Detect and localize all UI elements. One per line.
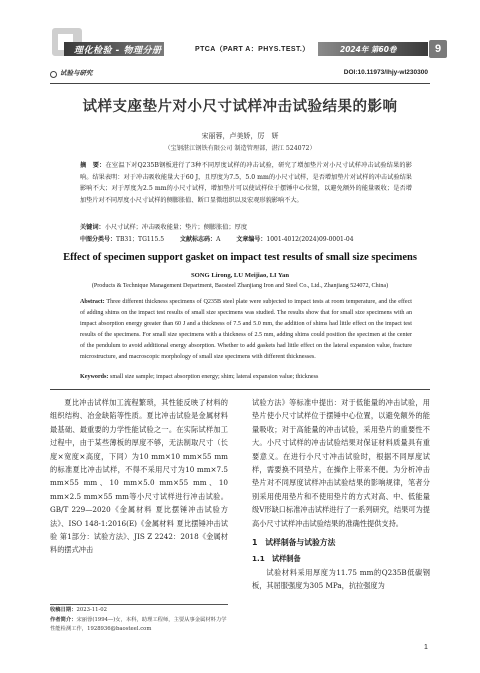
body-paragraph: 夏比冲击试样加工流程繁琐，其性能反映了材料的组织结构、冶金缺陷等性质。夏比冲击试验是金属材料最基础、最重要的力学性能试验之一。在实际试样加工过程中，由于某些薄板的厚度不够，无法制取尺寸（长度×宽度×高度，下同）为10 mm×10 mm×55 mm的标准夏比冲击试样，不得不采用尺寸为10 mm×7.5 mm×55 mm、10 mm×5.0 mm×55 mm、10 mm×2.5 mm×55 mm等小尺寸试样进行冲击试验。GB/T 229—2020《金属材料 夏比摆锤冲击试验方法》、ISO 148-1:2016(E)《金属材料 夏比摆锤冲击试验 第1部分：试验方法》、JIS Z 2242：2018《金属材料的摆式冲击 [50, 398, 228, 555]
body-paragraph: 试验方法》等标准中提出：对于低能量的冲击试验，用垫片使小尺寸试样位于摆锤中心位置，以避免额外的能量吸收；对于高能量的冲击试验，采用垫片的重要性不大。小尺寸试样的冲击试验结果对保证材料质量具有重要意义。在进行小尺寸冲击试验时，根据不同厚度试样，需要换不同垫片，在操作上带来不便。为分析冲击垫片对不同厚度试样冲击试验结果的影响规律，笔者分别采用使用垫片和不使用垫片的方式对高、中、低能量级V形缺口标准冲击试样进行了一系列研究，结果可为提高小尺寸试样冲击试验结果的准确性提供支持。 [252, 398, 430, 528]
section-bullet-icon [50, 71, 57, 78]
section-band-label: 理化检验 - 物理分册 [74, 46, 162, 56]
article-no-label: 文章编号： [236, 236, 267, 243]
doc-code-value: A [216, 236, 221, 243]
received-date [50, 606, 228, 616]
year-volume: 2024年 第60卷 [340, 45, 397, 54]
section-band [64, 42, 164, 56]
section-heading: 1 试样制备与试验方法 [252, 538, 336, 548]
footnote-divider [50, 604, 228, 605]
abstract-en-label: Abstract: [80, 299, 105, 305]
received-label: 收稿日期： [50, 607, 77, 613]
author-bio [50, 616, 228, 635]
doc-code-label: 文献标志码： [180, 236, 217, 243]
keywords-cn-label: 关键词： [80, 224, 105, 231]
title-en: Effect of specimen support gasket on impact test results of small size specimens [63, 252, 417, 263]
abstract-cn-text: 在室温下对Q235B钢板进行了3种不同厚度试样的冲击试验，研究了增加垫片对小尺寸试样冲击试验结果的影响。结果表明：对于冲击吸收能量大于60 J，且厚度为7.5，5.0 mm的小尺寸试样，是否增加垫片对试样的冲击试验结果影响不大；对于厚度为2.5 mm的小尺寸试样，增加垫片可以使试样位于摆锤中心位置，以避免额外的能量吸收；是否增加垫片对不同厚度小尺寸试样的侧膨胀值、断口显微组织以及宏观形貌影响不大。 [80, 162, 412, 204]
article-no-value: 1001-4012(2024)09-0001-04 [266, 236, 354, 243]
keywords-cn-text: 小尺寸试样；冲击吸收能量；垫片；侧膨胀值；厚度 [104, 224, 248, 231]
abstract-cn [80, 160, 412, 206]
issue-number: 9 [429, 40, 447, 58]
keywords-en-label: Keywords: [80, 374, 109, 380]
abstract-cn-label: 摘 要： [80, 162, 106, 169]
page-header [0, 0, 480, 62]
classification-line [80, 234, 354, 243]
abstract-divider [50, 389, 430, 390]
keywords-en [80, 374, 412, 380]
abstract-en [80, 297, 412, 363]
affiliation-cn: （宝钢湛江钢铁有限公司 制造管理部，湛江 524072） [164, 145, 316, 152]
body-paragraph: 试验材料采用厚度为11.75 mm的Q235B低碳钢板，其屈服强度为305 MPa，抗拉强度为 [252, 567, 430, 591]
issue-band [318, 42, 428, 56]
journal-name: PTCA（PART A：PHYS.TEST.） [195, 46, 310, 53]
page-number: 1 [424, 644, 428, 651]
author-bio-label: 作者简介： [50, 616, 77, 623]
clc-value: TB31；TG115.5 [116, 236, 165, 243]
clc-label: 中图分类号： [80, 236, 117, 243]
subsection-heading: 1.1 试样制备 [252, 554, 301, 564]
received-value: 2023-11-02 [76, 607, 108, 613]
authors-en: SONG Lirong, LU Meijiao, LI Yan [190, 272, 289, 279]
keywords-en-text: small size sample; impact absorption energy; shim; lateral expansion value; thickness [109, 374, 319, 380]
abstract-en-text: Three different thickness specimens of Q235B steel plate were subjected to impact tests at room temperature, and the effect of adding shims on the impact test results of small size specimens was studied. The results show that for small size specimens with an impact absorption energy greater than 60 J and a thickness of 7.5 and 5.0 mm, the addition of shims had little effect on the impact test results of the specimens. For small size specimens with a thickness of 2.5 mm, adding shims could position the specimen at the center of the pendulum to avoid additional energy absorption. Whether to add gaskets had little effect on the lateral expansion value, fracture microstructure, and macroscopic morphology of small size specimens with different thicknesses. [80, 299, 412, 360]
authors-cn: 宋丽蓉，卢美娇，厉 妍 [201, 132, 279, 140]
footnote [50, 606, 228, 635]
body-column-left [50, 396, 228, 557]
header-divider [50, 83, 430, 84]
doi[interactable]: DOI:10.11973/lhjy-wl230300 [343, 69, 428, 76]
keywords-cn [80, 222, 412, 233]
section-tag-label: 试验与研究 [60, 69, 93, 77]
author-bio-text: 宋丽蓉(1994—)女，本科，助理工程师，主要从事金属材料力学性能检测工作，1928936@baosteel.com [50, 616, 227, 632]
body-column-right [252, 396, 430, 593]
affiliation-en: (Products & Technique Management Department, Baosteel Zhanjiang Iron and Steel Co., Ltd., Zhanjiang 524072, China) [91, 283, 389, 289]
title-cn: 试样支座垫片对小尺寸试样冲击试验结果的影响 [82, 99, 398, 115]
